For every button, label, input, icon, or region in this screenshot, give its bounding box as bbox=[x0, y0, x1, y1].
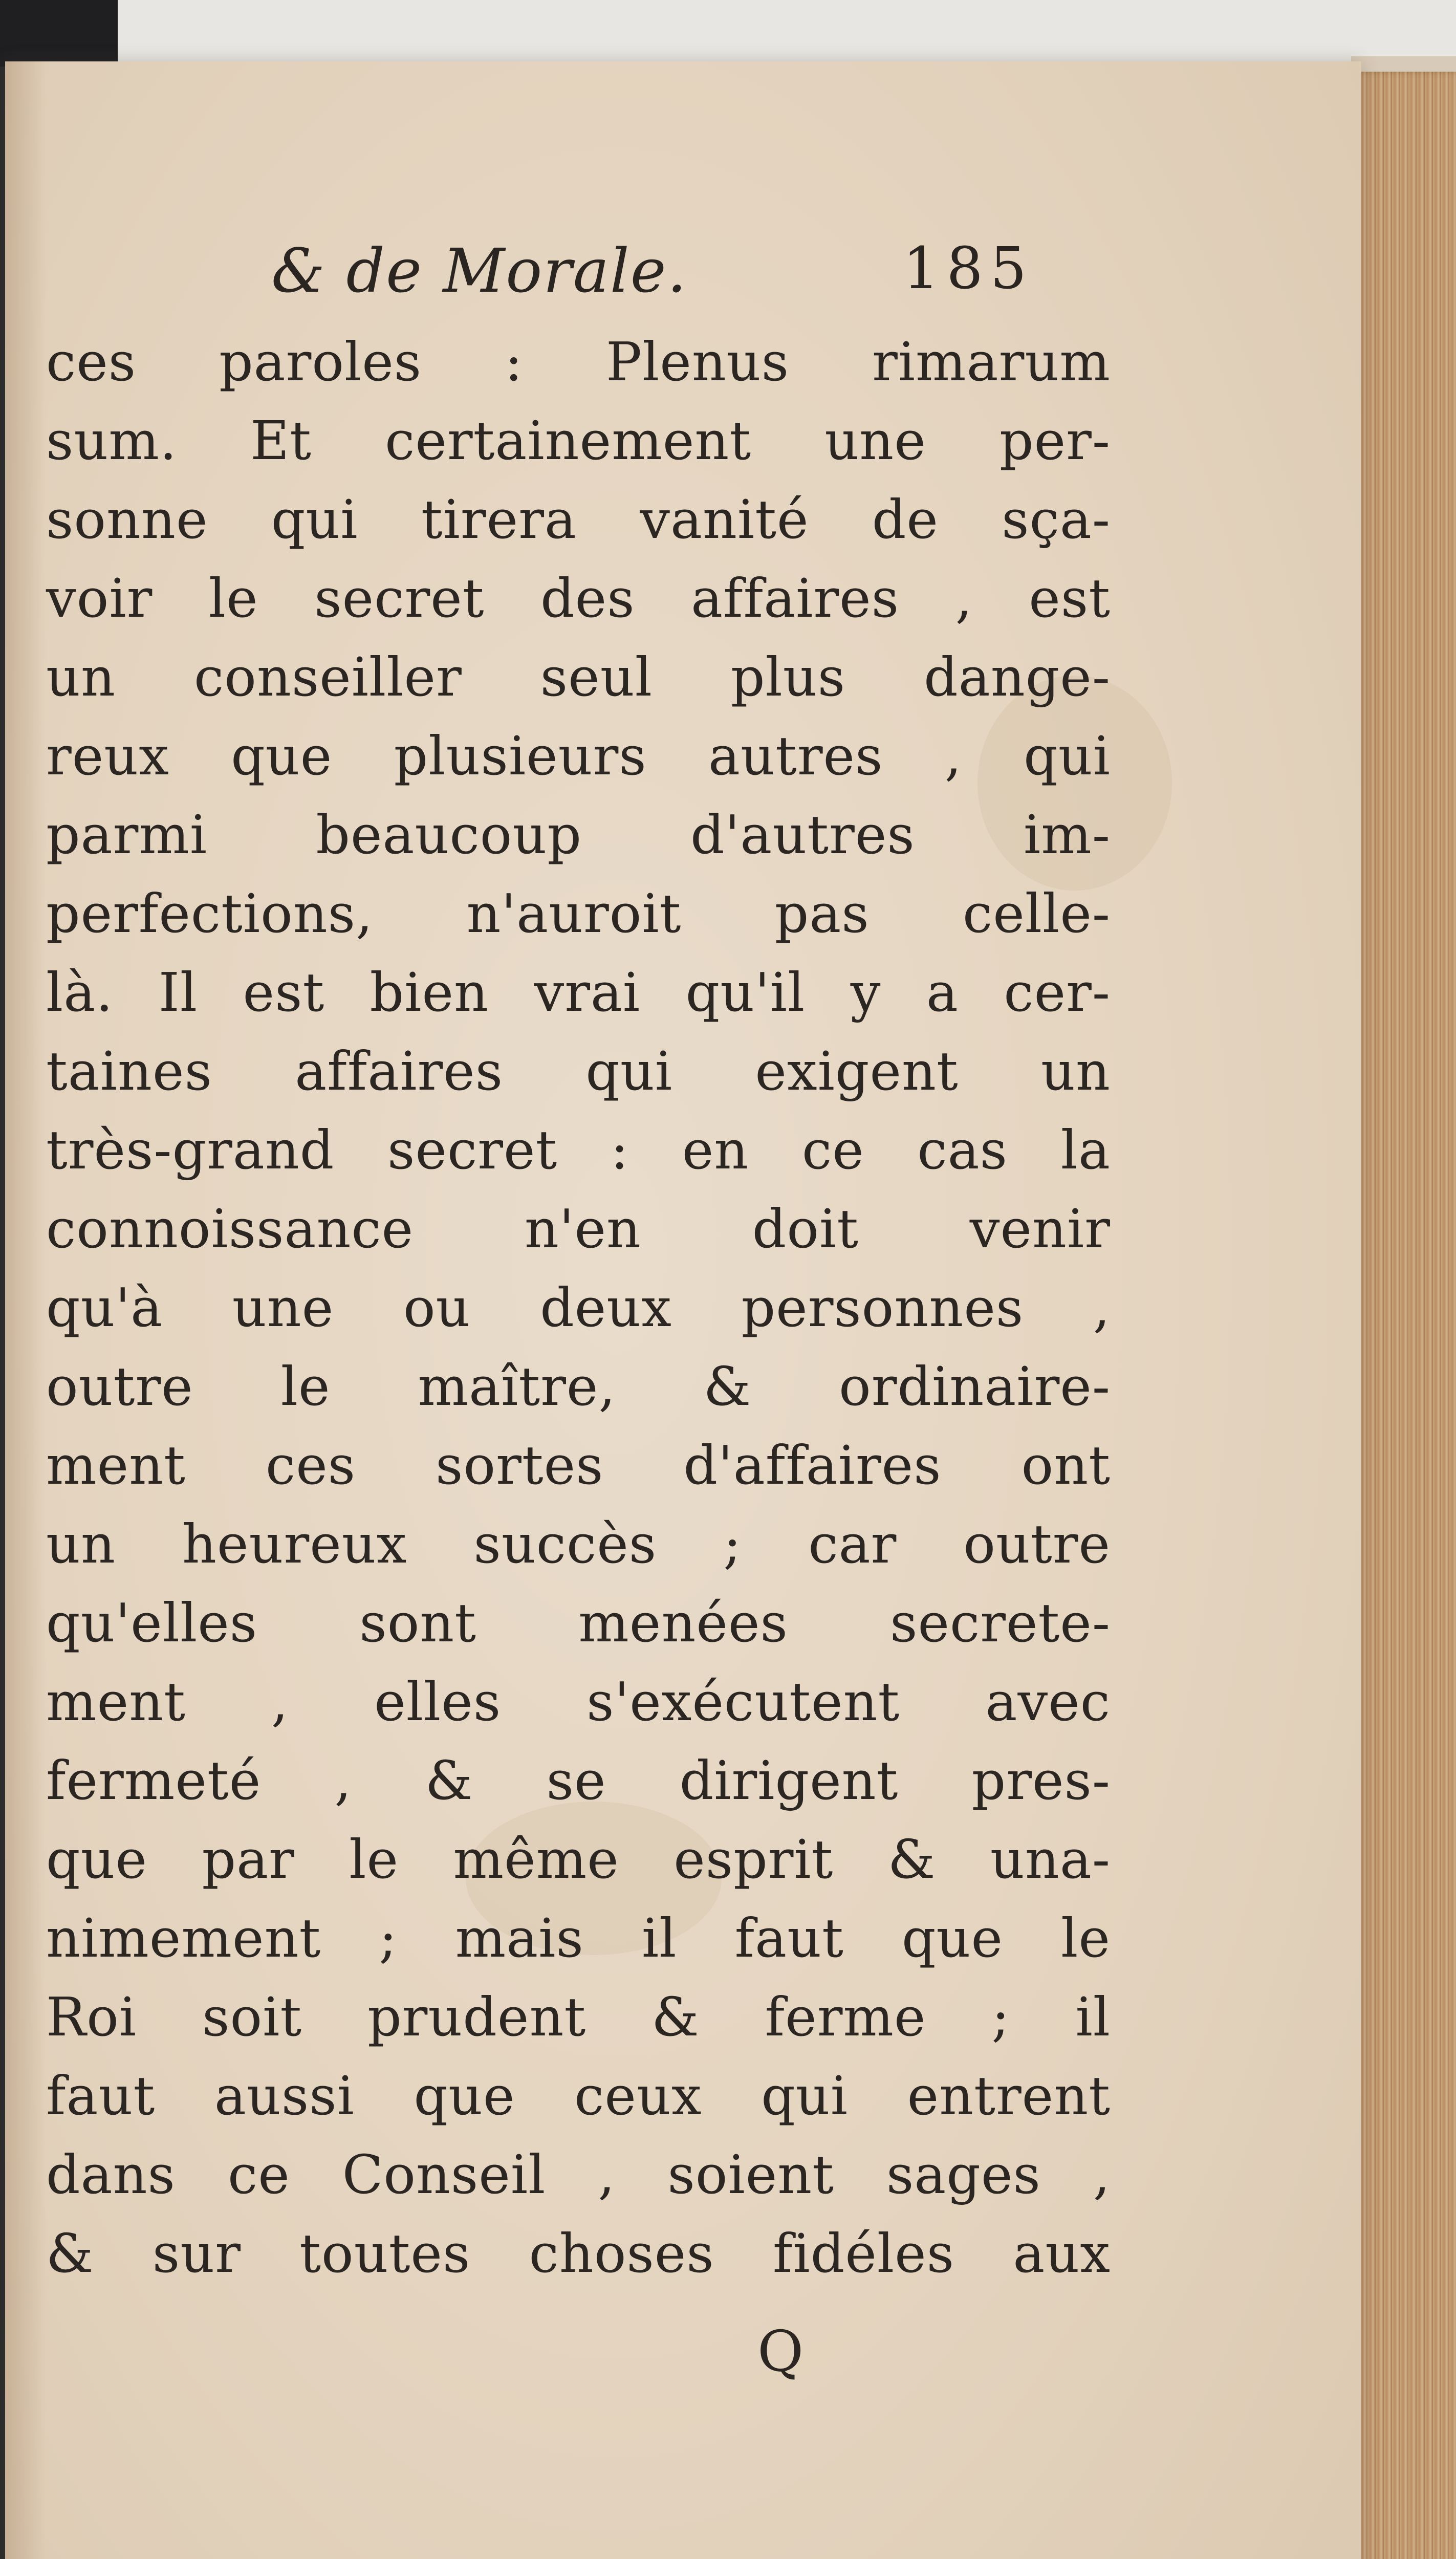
body-text bbox=[46, 322, 1111, 2293]
book-fore-edge bbox=[1351, 72, 1456, 2559]
text-line: ment , elles s'exécutent avec bbox=[46, 1671, 1111, 1733]
text-line: taines affaires qui exigent un bbox=[46, 1040, 1111, 1102]
text-line: très-grand secret : en ce cas la bbox=[46, 1119, 1111, 1181]
text-line: là. Il est bien vrai qu'il y a cer- bbox=[46, 961, 1111, 1024]
text-line: faut aussi que ceux qui entrent bbox=[46, 2065, 1111, 2127]
text-line: reux que plusieurs autres , qui bbox=[46, 725, 1111, 787]
text-line: Roi soit prudent & ferme ; il bbox=[46, 1986, 1111, 2048]
page-number: 185 bbox=[903, 235, 1034, 302]
text-line: dans ce Conseil , soient sages , bbox=[46, 2143, 1111, 2206]
text-line: sum. Et certainement une per- bbox=[46, 409, 1111, 472]
text-line: un conseiller seul plus dange- bbox=[46, 646, 1111, 708]
text-line: voir le secret des affaires , est bbox=[46, 567, 1111, 630]
text-line: nimement ; mais il faut que le bbox=[46, 1907, 1111, 1969]
binding-top-shadow bbox=[0, 0, 118, 67]
text-line: qu'à une ou deux personnes , bbox=[46, 1276, 1111, 1339]
text-line: perfections, n'auroit pas celle- bbox=[46, 882, 1111, 945]
text-line: connoissance n'en doit venir bbox=[46, 1198, 1111, 1260]
text-line: ment ces sortes d'affaires ont bbox=[46, 1434, 1111, 1497]
running-head bbox=[271, 225, 1034, 322]
text-line: que par le même esprit & una- bbox=[46, 1828, 1111, 1891]
text-line: qu'elles sont menées secrete- bbox=[46, 1592, 1111, 1654]
running-head-title: & de Morale. bbox=[271, 235, 688, 306]
text-line: & sur toutes choses fidéles aux bbox=[46, 2222, 1111, 2285]
text-line: fermeté , & se dirigent pres- bbox=[46, 1749, 1111, 1812]
text-line: ces paroles : Plenus rimarum bbox=[46, 331, 1111, 393]
catchword: Q bbox=[757, 2318, 804, 2384]
text-line: parmi beaucoup d'autres im- bbox=[46, 804, 1111, 866]
text-line: sonne qui tirera vanité de sça- bbox=[46, 488, 1111, 551]
text-line: outre le maître, & ordinaire- bbox=[46, 1355, 1111, 1418]
text-line: un heureux succès ; car outre bbox=[46, 1513, 1111, 1575]
